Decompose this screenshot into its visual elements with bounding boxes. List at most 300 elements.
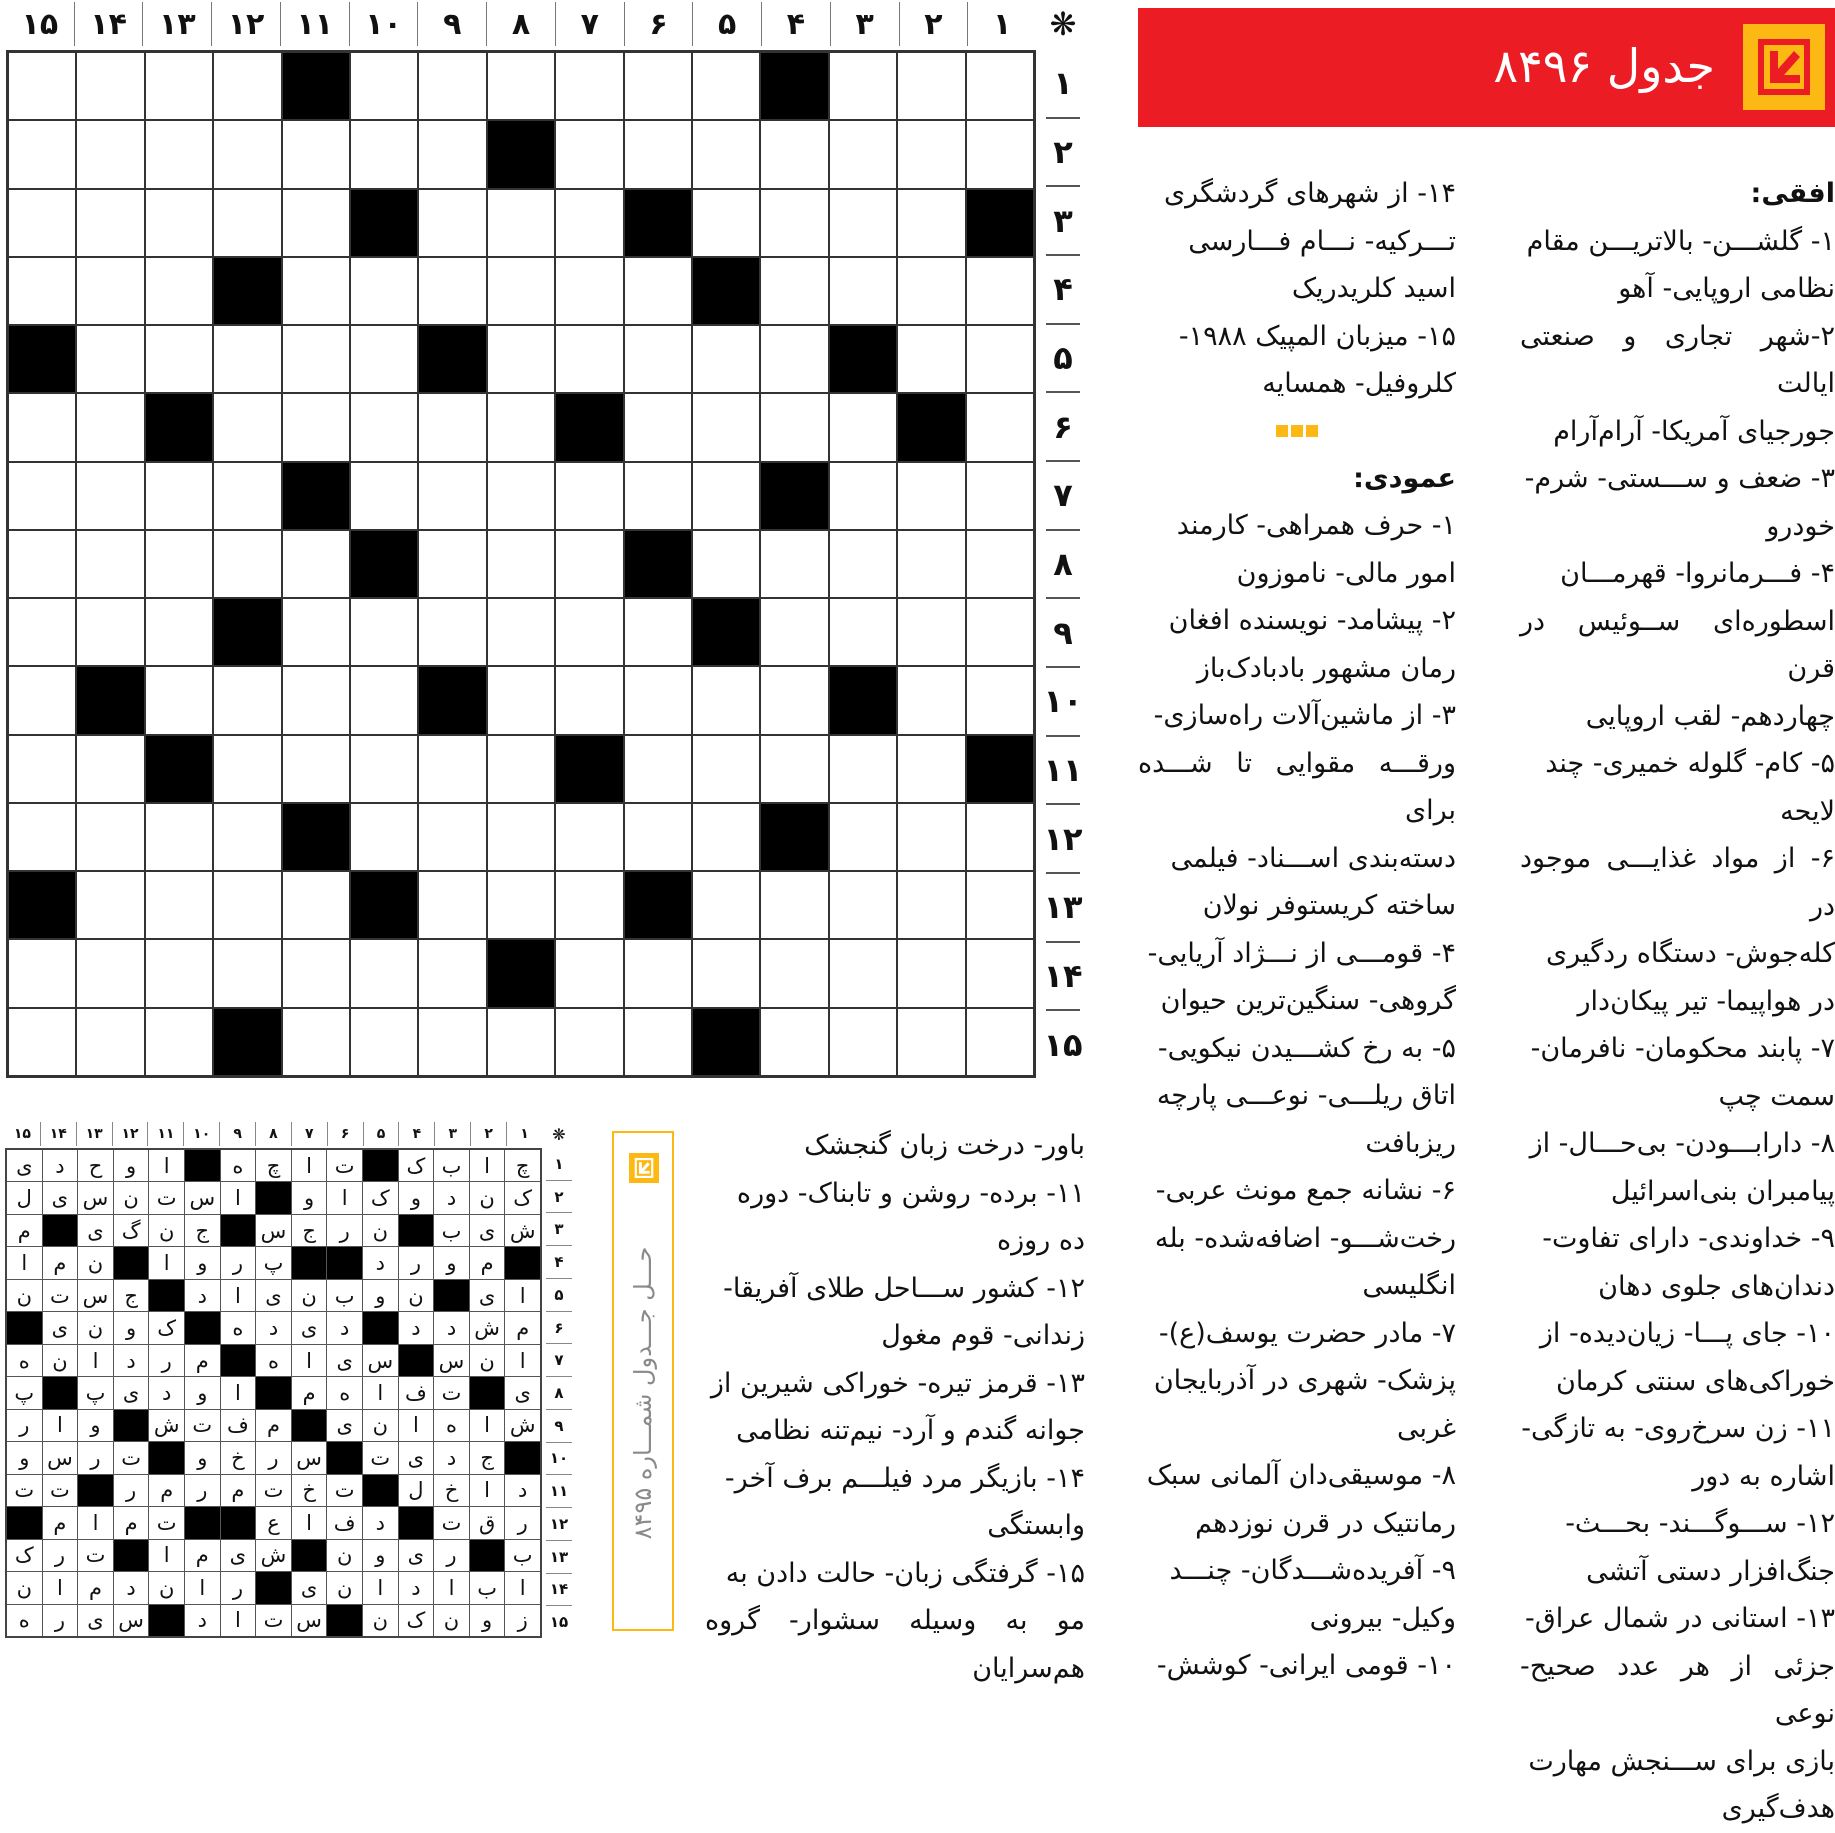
answer-cell[interactable]: [214, 190, 280, 256]
answer-cell[interactable]: [830, 531, 896, 597]
column-label: ۱: [992, 6, 1012, 42]
answer-cell[interactable]: [556, 531, 622, 597]
answer-cell[interactable]: [419, 394, 485, 460]
answer-cell[interactable]: [761, 326, 827, 392]
clue-line: دسته‌بندی اســـناد- فیلمی: [1170, 842, 1456, 874]
clue-line: سمت چپ: [1718, 1080, 1835, 1112]
answer-cell[interactable]: [830, 872, 896, 938]
answer-cell[interactable]: [146, 531, 212, 597]
answer-cell[interactable]: [77, 463, 143, 529]
answer-cell[interactable]: [146, 258, 212, 324]
solution-black-cell: [363, 1150, 398, 1181]
answer-cell[interactable]: [967, 258, 1033, 324]
answer-cell[interactable]: [214, 121, 280, 187]
clue-line: ریزبافت: [1365, 1127, 1456, 1159]
answer-cell[interactable]: [693, 804, 759, 870]
answer-cell[interactable]: [9, 190, 75, 256]
answer-cell[interactable]: [146, 463, 212, 529]
solution-letter: م: [78, 1572, 113, 1603]
answer-cell[interactable]: [9, 1009, 75, 1075]
answer-cell[interactable]: [625, 121, 691, 187]
answer-cell[interactable]: [830, 53, 896, 119]
answer-cell[interactable]: [898, 940, 964, 1006]
answer-cell[interactable]: [9, 121, 75, 187]
solution-black-cell: [114, 1540, 149, 1571]
answer-cell[interactable]: [77, 872, 143, 938]
clue-line: ۸- موسیقی‌دان آلمانی سبک: [1146, 1460, 1456, 1491]
answer-cell[interactable]: [351, 53, 417, 119]
solution-letter: ا: [221, 1280, 256, 1311]
clue-line: ده روزه: [996, 1225, 1085, 1256]
answer-cell[interactable]: [967, 599, 1033, 665]
solution-letter: ر: [43, 1540, 78, 1571]
solution-letter: و: [363, 1280, 398, 1311]
answer-cell[interactable]: [625, 326, 691, 392]
column-label: ۷: [556, 2, 625, 46]
answer-cell[interactable]: [625, 940, 691, 1006]
black-cell: [556, 394, 622, 460]
answer-cell[interactable]: [693, 190, 759, 256]
answer-cell[interactable]: [898, 804, 964, 870]
clue-line: ۱۳- قرمز تیره- خوراکی شیرین از: [710, 1367, 1085, 1399]
answer-cell[interactable]: [9, 736, 75, 802]
answer-cell[interactable]: [283, 326, 349, 392]
answer-cell[interactable]: [556, 326, 622, 392]
answer-cell[interactable]: [214, 394, 280, 460]
answer-cell[interactable]: [77, 1009, 143, 1075]
section-divider-dots: [1138, 408, 1456, 455]
solution-letter: ز: [505, 1605, 540, 1636]
answer-cell[interactable]: [898, 667, 964, 733]
answer-cell[interactable]: [830, 736, 896, 802]
answer-cell[interactable]: [351, 121, 417, 187]
solution-letter: ر: [256, 1442, 291, 1473]
clue-line: ۶- نشانه جمع مونث عربی-: [1155, 1175, 1456, 1206]
answer-cell[interactable]: [419, 463, 485, 529]
solution-letter: ه: [221, 1150, 256, 1181]
answer-cell[interactable]: [488, 53, 554, 119]
answer-cell[interactable]: [9, 804, 75, 870]
solution-letter: ک: [399, 1150, 434, 1181]
solution-letter: پ: [7, 1377, 42, 1408]
solution-row-label: ۱۰: [546, 1443, 572, 1476]
answer-cell[interactable]: [419, 53, 485, 119]
solution-letter: ی: [78, 1215, 113, 1246]
answer-cell[interactable]: [77, 394, 143, 460]
answer-cell[interactable]: [556, 1009, 622, 1075]
solution-letter: ل: [399, 1475, 434, 1506]
solution-letter: و: [78, 1410, 113, 1441]
answer-cell[interactable]: [351, 667, 417, 733]
answer-cell[interactable]: [830, 463, 896, 529]
answer-cell[interactable]: [9, 53, 75, 119]
answer-cell[interactable]: [556, 121, 622, 187]
answer-cell[interactable]: [761, 940, 827, 1006]
answer-cell[interactable]: [351, 326, 417, 392]
solution-column-label: ۳: [435, 1122, 471, 1146]
arrow-down-left-icon: [629, 1153, 659, 1183]
answer-cell[interactable]: [693, 463, 759, 529]
answer-cell[interactable]: [556, 463, 622, 529]
answer-cell[interactable]: [488, 463, 554, 529]
answer-cell[interactable]: [488, 872, 554, 938]
answer-cell[interactable]: [488, 394, 554, 460]
solution-letter: د: [399, 1312, 434, 1343]
answer-cell[interactable]: [693, 531, 759, 597]
answer-cell[interactable]: [898, 1009, 964, 1075]
answer-cell[interactable]: [77, 736, 143, 802]
black-cell: [967, 190, 1033, 256]
answer-cell[interactable]: [967, 531, 1033, 597]
row-label: ۷: [1046, 462, 1080, 531]
solution-black-cell: [363, 1312, 398, 1343]
solution-letter: خ: [221, 1442, 256, 1473]
answer-cell[interactable]: [898, 736, 964, 802]
solution-column-label: ۹: [220, 1122, 256, 1146]
answer-cell[interactable]: [625, 736, 691, 802]
answer-cell[interactable]: [77, 53, 143, 119]
answer-cell[interactable]: [214, 804, 280, 870]
answer-cell[interactable]: [351, 599, 417, 665]
answer-cell[interactable]: [488, 599, 554, 665]
answer-cell[interactable]: [898, 599, 964, 665]
answer-cell[interactable]: [898, 190, 964, 256]
solution-column-label: ۱: [520, 1126, 529, 1142]
answer-cell[interactable]: [693, 326, 759, 392]
solution-letter: ن: [114, 1182, 149, 1213]
solution-letter: ا: [78, 1507, 113, 1538]
answer-cell[interactable]: [214, 940, 280, 1006]
answer-cell[interactable]: [283, 872, 349, 938]
answer-cell[interactable]: [351, 940, 417, 1006]
answer-cell[interactable]: [625, 463, 691, 529]
answer-cell[interactable]: [556, 872, 622, 938]
answer-cell[interactable]: [283, 940, 349, 1006]
answer-cell[interactable]: [693, 121, 759, 187]
answer-cell[interactable]: [283, 258, 349, 324]
answer-cell[interactable]: [898, 531, 964, 597]
answer-cell[interactable]: [283, 1009, 349, 1075]
solution-letter: ن: [7, 1572, 42, 1603]
answer-cell[interactable]: [77, 940, 143, 1006]
answer-cell[interactable]: [898, 121, 964, 187]
answer-cell[interactable]: [761, 667, 827, 733]
answer-cell[interactable]: [761, 394, 827, 460]
answer-cell[interactable]: [488, 326, 554, 392]
answer-cell[interactable]: [967, 1009, 1033, 1075]
answer-cell[interactable]: [77, 804, 143, 870]
solution-letter: چ: [256, 1150, 291, 1181]
answer-cell[interactable]: [214, 872, 280, 938]
answer-cell[interactable]: [9, 258, 75, 324]
answer-cell[interactable]: [77, 258, 143, 324]
answer-cell[interactable]: [761, 599, 827, 665]
solution-row-label: ۳: [546, 1213, 572, 1246]
black-cell: [146, 736, 212, 802]
answer-cell[interactable]: [419, 190, 485, 256]
solution-letter: د: [185, 1280, 220, 1311]
answer-cell[interactable]: [967, 121, 1033, 187]
answer-cell[interactable]: [9, 394, 75, 460]
answer-cell[interactable]: [419, 121, 485, 187]
row-label: ۶: [1046, 393, 1080, 462]
solution-black-cell: [256, 1377, 291, 1408]
answer-cell[interactable]: [830, 940, 896, 1006]
answer-cell[interactable]: [761, 190, 827, 256]
solution-letter: ه: [7, 1345, 42, 1376]
answer-cell[interactable]: [283, 394, 349, 460]
answer-cell[interactable]: [214, 531, 280, 597]
solution-black-cell: [7, 1312, 42, 1343]
answer-cell[interactable]: [967, 53, 1033, 119]
answer-cell[interactable]: [898, 258, 964, 324]
answer-cell[interactable]: [625, 258, 691, 324]
column-label: ۳: [831, 2, 900, 46]
answer-cell[interactable]: [351, 736, 417, 802]
answer-cell[interactable]: [214, 463, 280, 529]
column-label: ۱۲: [212, 2, 281, 46]
answer-cell[interactable]: [967, 804, 1033, 870]
answer-cell[interactable]: [214, 326, 280, 392]
solution-black-cell: [149, 1442, 184, 1473]
answer-cell[interactable]: [9, 599, 75, 665]
solution-letter: و: [114, 1312, 149, 1343]
answer-cell[interactable]: [556, 599, 622, 665]
answer-cell[interactable]: [556, 667, 622, 733]
black-cell: [77, 667, 143, 733]
answer-cell[interactable]: [967, 463, 1033, 529]
answer-cell[interactable]: [9, 667, 75, 733]
answer-cell[interactable]: [146, 667, 212, 733]
solution-letter: م: [114, 1507, 149, 1538]
answer-cell[interactable]: [625, 804, 691, 870]
answer-cell[interactable]: [556, 258, 622, 324]
answer-cell[interactable]: [283, 736, 349, 802]
solution-letter: ر: [7, 1410, 42, 1441]
answer-cell[interactable]: [283, 190, 349, 256]
answer-cell[interactable]: [556, 53, 622, 119]
solution-column-label: ۸: [256, 1122, 292, 1146]
answer-cell[interactable]: [488, 736, 554, 802]
clue-line: ۱۴- از شهرهای گردشگری: [1164, 178, 1456, 209]
solution-letter: د: [434, 1442, 469, 1473]
row-label: ۱۲: [1046, 805, 1080, 874]
answer-cell[interactable]: [761, 531, 827, 597]
answer-cell[interactable]: [351, 1009, 417, 1075]
answer-cell[interactable]: [283, 599, 349, 665]
solution-letter: ا: [363, 1572, 398, 1603]
answer-cell[interactable]: [898, 463, 964, 529]
answer-cell[interactable]: [556, 190, 622, 256]
black-cell: [830, 326, 896, 392]
solution-row-label: ۱۳: [546, 1541, 572, 1574]
answer-cell[interactable]: [625, 1009, 691, 1075]
solution-letter: ی: [505, 1377, 540, 1408]
answer-cell[interactable]: [967, 394, 1033, 460]
solution-column-label: ۱۱: [148, 1122, 184, 1146]
solution-letter: ی: [256, 1280, 291, 1311]
solution-black-cell: [292, 1540, 327, 1571]
solution-letter: و: [363, 1540, 398, 1571]
answer-cell[interactable]: [761, 1009, 827, 1075]
answer-cell[interactable]: [693, 394, 759, 460]
answer-cell[interactable]: [214, 736, 280, 802]
answer-cell[interactable]: [556, 940, 622, 1006]
answer-cell[interactable]: [761, 121, 827, 187]
column-label: ۶: [625, 2, 694, 46]
solution-row-label: ۷: [546, 1344, 572, 1377]
solution-letter: ه: [7, 1605, 42, 1636]
answer-cell[interactable]: [488, 190, 554, 256]
answer-cell[interactable]: [488, 1009, 554, 1075]
answer-cell[interactable]: [77, 599, 143, 665]
answer-cell[interactable]: [967, 872, 1033, 938]
clue-line: ۳- ضعف و ســـستی- شرم-: [1524, 463, 1835, 494]
answer-cell[interactable]: [488, 258, 554, 324]
answer-cell[interactable]: [488, 531, 554, 597]
answer-cell[interactable]: [761, 872, 827, 938]
answer-cell[interactable]: [693, 940, 759, 1006]
answer-cell[interactable]: [146, 1009, 212, 1075]
solution-black-cell: [399, 1215, 434, 1246]
solution-corner-star-icon: ❋: [552, 1124, 566, 1144]
clue-line: ۱- گلشـــن- بالاتریـــن مقام: [1526, 225, 1835, 257]
answer-cell[interactable]: [967, 940, 1033, 1006]
answer-cell[interactable]: [830, 1009, 896, 1075]
answer-cell[interactable]: [625, 394, 691, 460]
solution-row-label: ۴: [546, 1246, 572, 1279]
answer-cell[interactable]: [77, 190, 143, 256]
answer-cell[interactable]: [419, 736, 485, 802]
answer-cell[interactable]: [419, 258, 485, 324]
clue-line: ۲- پیشامد- نویسنده افغان: [1168, 605, 1456, 636]
solution-row-label: ۱: [546, 1148, 572, 1181]
solution-letter: ی: [43, 1312, 78, 1343]
clue-line: ۱۱- زن سرخ‌روی- به تازگی-: [1521, 1413, 1835, 1444]
answer-cell[interactable]: [77, 326, 143, 392]
answer-cell[interactable]: [146, 190, 212, 256]
answer-cell[interactable]: [283, 667, 349, 733]
answer-cell[interactable]: [830, 190, 896, 256]
answer-cell[interactable]: [77, 531, 143, 597]
solution-letter: م: [185, 1540, 220, 1571]
answer-cell[interactable]: [761, 736, 827, 802]
solution-letter: و: [185, 1442, 220, 1473]
answer-cell[interactable]: [693, 736, 759, 802]
solution-letter: ا: [327, 1182, 362, 1213]
solution-letter: و: [470, 1605, 505, 1636]
solution-letter: ج: [114, 1280, 149, 1311]
answer-cell[interactable]: [146, 804, 212, 870]
answer-cell[interactable]: [146, 940, 212, 1006]
answer-cell[interactable]: [419, 1009, 485, 1075]
answer-cell[interactable]: [146, 872, 212, 938]
black-cell: [761, 463, 827, 529]
answer-cell[interactable]: [830, 599, 896, 665]
clue-line: انگلیسی: [1362, 1270, 1456, 1301]
answer-cell[interactable]: [419, 599, 485, 665]
clue-line: ۱۰- جای پـــا- زیان‌دیده- از: [1539, 1318, 1835, 1349]
solution-letter: م: [505, 1312, 540, 1343]
answer-cell[interactable]: [146, 53, 212, 119]
answer-cell[interactable]: [351, 258, 417, 324]
clue-line: جنگ‌افزار دستی آتشی: [1586, 1555, 1835, 1587]
answer-cell[interactable]: [419, 531, 485, 597]
answer-cell[interactable]: [419, 940, 485, 1006]
solution-letter: ن: [363, 1605, 398, 1636]
answer-cell[interactable]: [146, 326, 212, 392]
crossword-grid[interactable]: [6, 50, 1036, 1078]
answer-cell[interactable]: [967, 667, 1033, 733]
down-clues-continued-column: [705, 1122, 1085, 1692]
answer-cell[interactable]: [419, 872, 485, 938]
answer-cell[interactable]: [146, 121, 212, 187]
solution-letter: م: [43, 1247, 78, 1278]
row-label: ۱۵: [1043, 1025, 1083, 1064]
clue-line: ۱۴- بازیگر مرد فیلـــم برف آخر-: [724, 1462, 1085, 1494]
answer-cell[interactable]: [693, 872, 759, 938]
solution-letter: د: [149, 1377, 184, 1408]
answer-cell[interactable]: [898, 872, 964, 938]
answer-cell[interactable]: [898, 53, 964, 119]
answer-cell[interactable]: [77, 121, 143, 187]
answer-cell[interactable]: [693, 667, 759, 733]
answer-cell[interactable]: [488, 667, 554, 733]
solution-letter: ا: [470, 1410, 505, 1441]
answer-cell[interactable]: [556, 804, 622, 870]
solution-letter: ی: [470, 1215, 505, 1246]
solution-column-labels: [5, 1122, 542, 1146]
clue-line: تـــرکیه- نـــام فـــارسی: [1188, 225, 1456, 257]
answer-cell[interactable]: [830, 258, 896, 324]
answer-cell[interactable]: [625, 667, 691, 733]
solution-letter: ی: [78, 1605, 113, 1636]
answer-cell[interactable]: [761, 258, 827, 324]
solution-letter: ن: [78, 1312, 113, 1343]
answer-cell[interactable]: [625, 53, 691, 119]
solution-row-label: ۱۲: [546, 1508, 572, 1541]
answer-cell[interactable]: [830, 804, 896, 870]
black-cell: [9, 872, 75, 938]
grid-column-labels: [6, 2, 1036, 46]
solution-letter: م: [470, 1247, 505, 1278]
answer-cell[interactable]: [488, 804, 554, 870]
answer-cell[interactable]: [419, 804, 485, 870]
answer-cell[interactable]: [830, 121, 896, 187]
answer-cell[interactable]: [967, 326, 1033, 392]
answer-cell[interactable]: [214, 53, 280, 119]
answer-cell[interactable]: [351, 463, 417, 529]
solution-letter: ی: [399, 1540, 434, 1571]
answer-cell[interactable]: [283, 531, 349, 597]
solution-letter: د: [363, 1247, 398, 1278]
answer-cell[interactable]: [214, 667, 280, 733]
answer-cell[interactable]: [625, 599, 691, 665]
answer-cell[interactable]: [830, 394, 896, 460]
solution-letter: ی: [221, 1540, 256, 1571]
answer-cell[interactable]: [898, 326, 964, 392]
answer-cell[interactable]: [283, 121, 349, 187]
solution-row-label: ۱۱: [546, 1475, 572, 1508]
answer-cell[interactable]: [146, 599, 212, 665]
answer-cell[interactable]: [9, 463, 75, 529]
black-cell: [214, 599, 280, 665]
answer-cell[interactable]: [9, 940, 75, 1006]
answer-cell[interactable]: [351, 804, 417, 870]
answer-cell[interactable]: [693, 53, 759, 119]
answer-cell[interactable]: [9, 531, 75, 597]
answer-cell[interactable]: [351, 394, 417, 460]
